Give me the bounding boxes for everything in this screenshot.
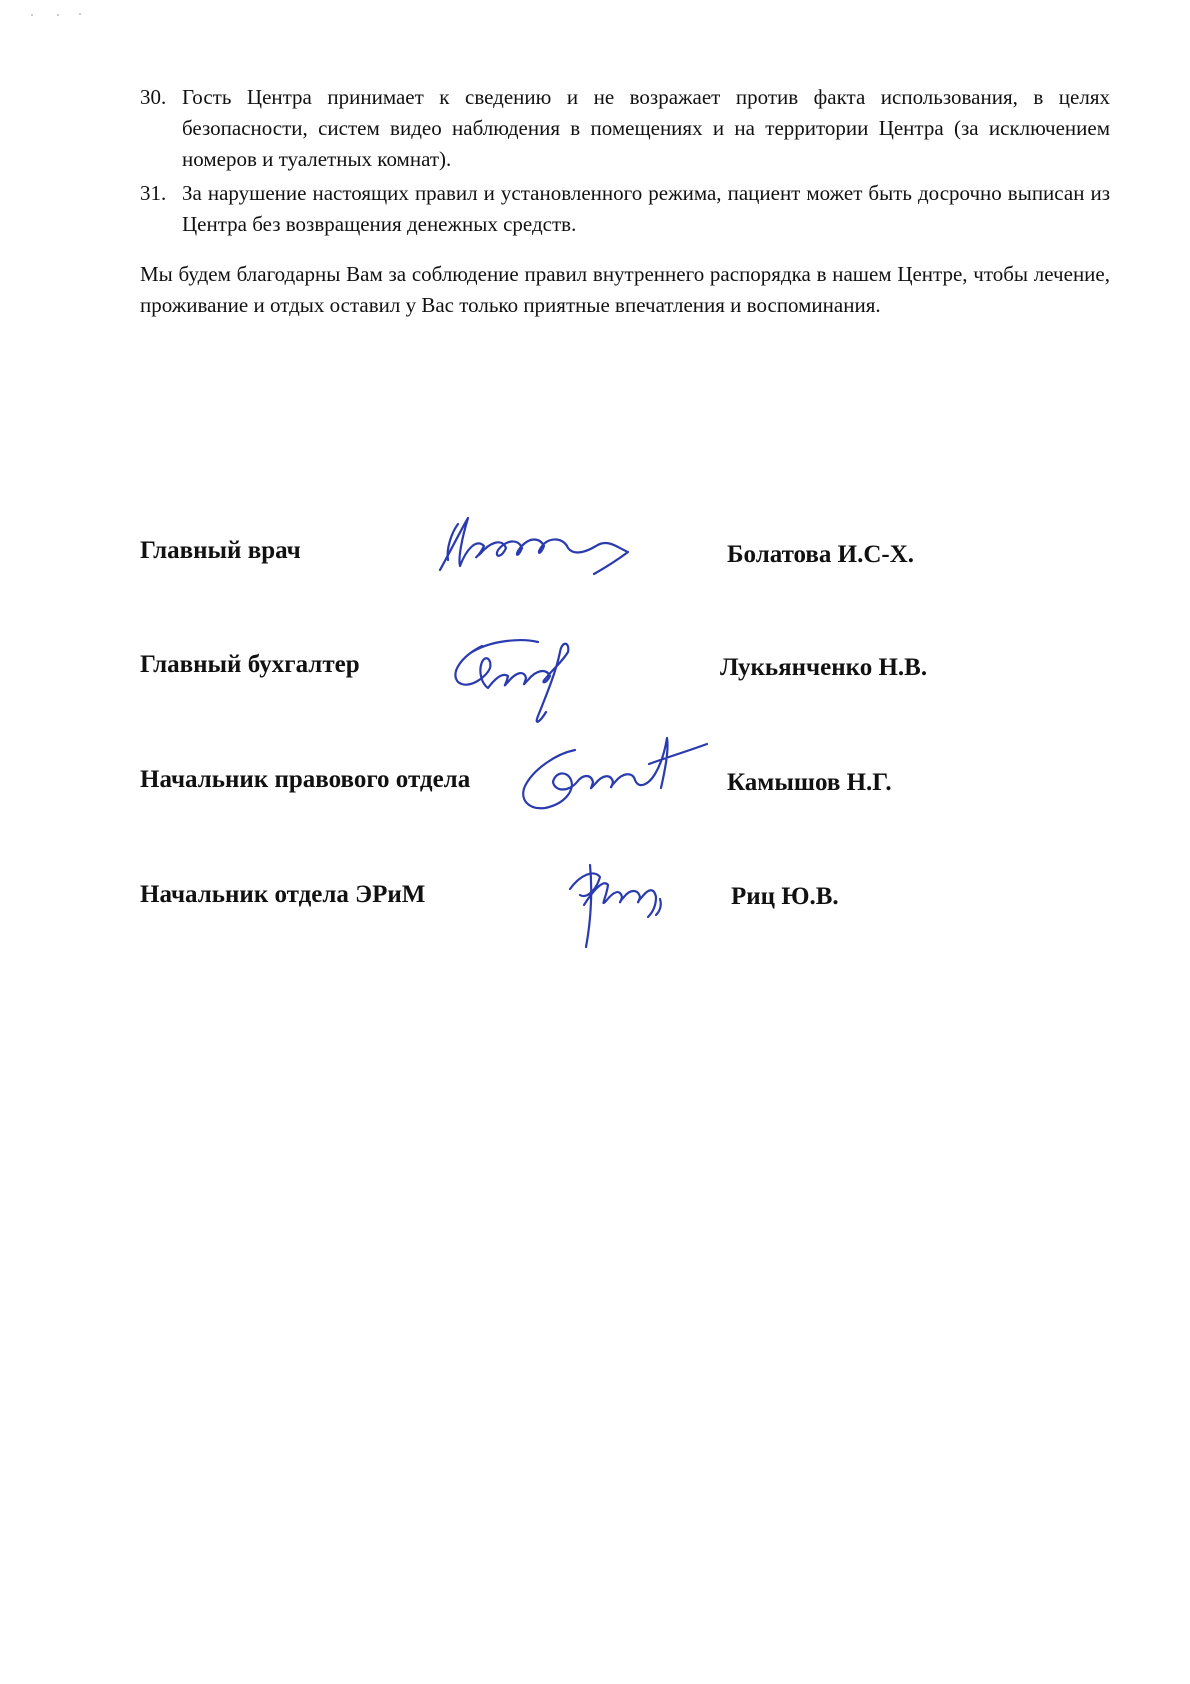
signatory-name-chief-doctor: Болатова И.С-Х. (727, 541, 915, 568)
signatory-title-chief-accountant: Главный бухгалтер (140, 651, 360, 678)
rule-text: Гость Центра принимает к сведению и не возражает против факта использования, в целях безопасности, систем видео наблюдения в помещениях и на территории Центра (за исключением номеров и туалетных комнат). (182, 85, 1110, 171)
signature-image-chief-doctor (432, 508, 642, 588)
signature-image-chief-accountant (442, 632, 612, 732)
signature-image-legal-head (515, 730, 715, 820)
rule-number: 30. (140, 85, 167, 109)
rule-number: 31. (140, 181, 167, 205)
signatory-name-erim-head: Риц Ю.В. (731, 883, 839, 910)
signatory-name-legal-head: Камышов Н.Г. (727, 769, 892, 796)
closing-paragraph: Мы будем благодарны Вам за соблюдение правил внутреннего распорядка в нашем Центре, чтобы лечение, проживание и отдых оставил у Вас только приятные впечатления и воспоминания. (140, 262, 1110, 317)
signature-image-erim-head (560, 855, 670, 955)
signatory-title-legal-head: Начальник правового отдела (140, 766, 471, 793)
signatory-title-erim-head: Начальник отдела ЭРиМ (140, 881, 426, 908)
signatory-name-chief-accountant: Лукьянченко Н.В. (720, 654, 928, 681)
signatory-title-chief-doctor: Главный врач (140, 537, 301, 564)
rule-text: За нарушение настоящих правил и установленного режима, пациент может быть досрочно выписан из Центра без возвращения денежных средств. (182, 181, 1110, 236)
